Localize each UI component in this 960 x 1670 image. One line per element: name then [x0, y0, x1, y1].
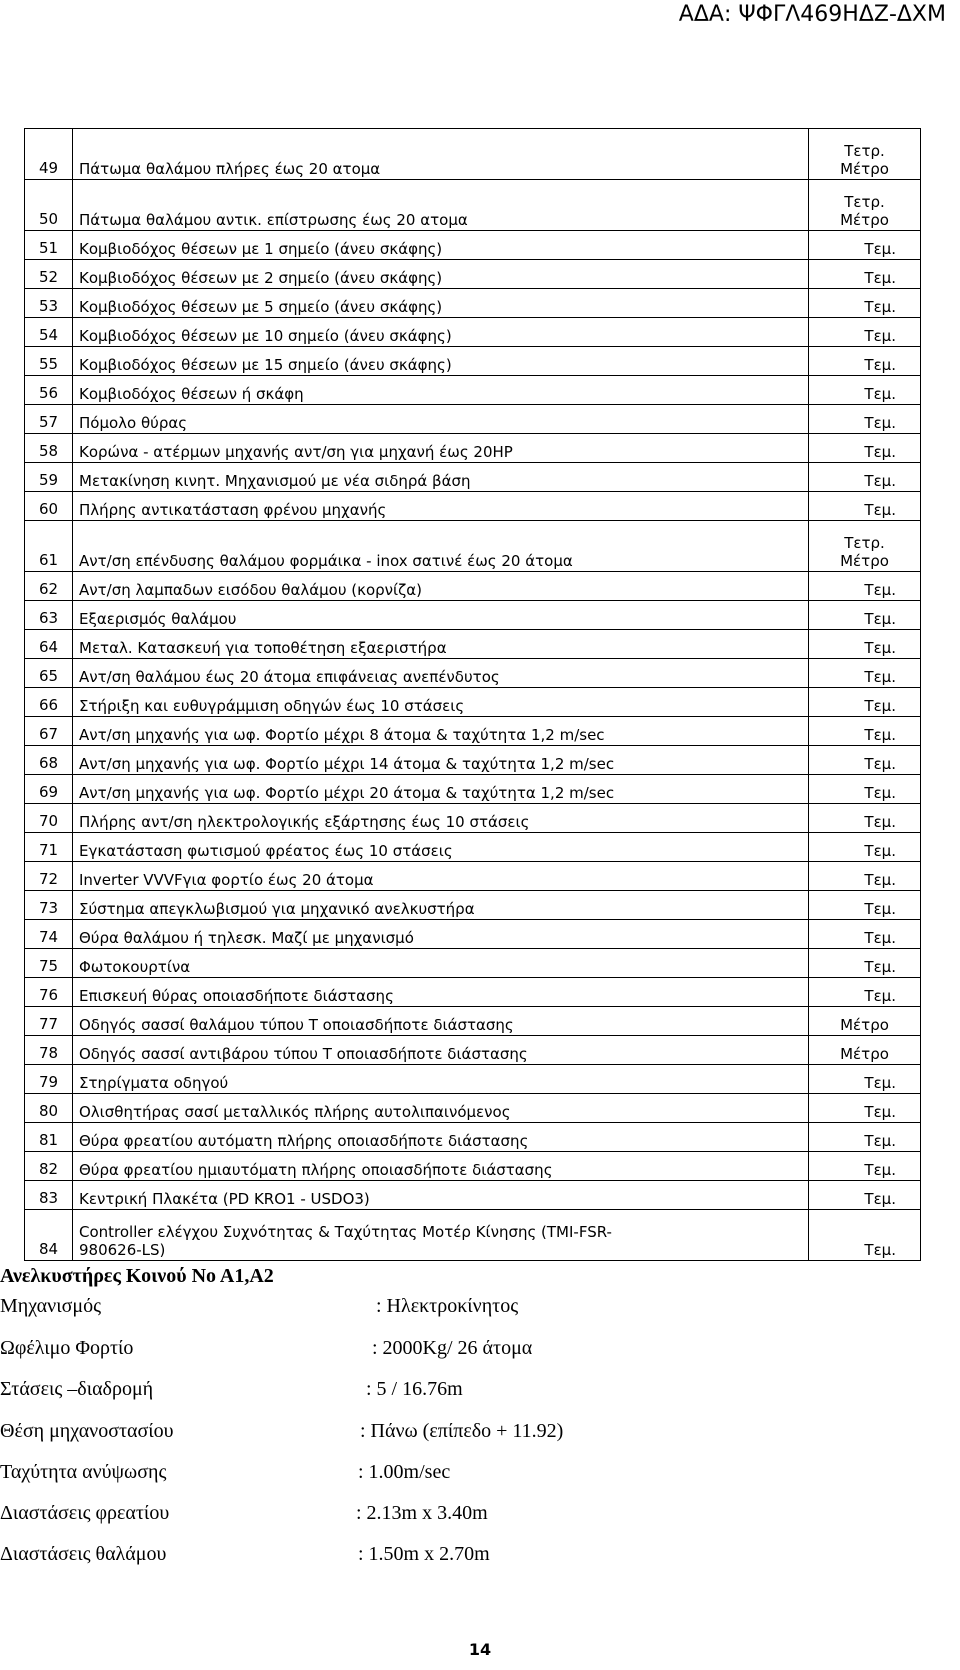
- table-row: [25, 833, 921, 862]
- spec-value-car-dimensions: : 1.50m x 2.70m: [358, 1543, 490, 1565]
- item-number: 75: [25, 949, 73, 978]
- item-description: Αντ/ση μηχανής για ωφ. Φορτίο μέχρι 8 άτομα & ταχύτητα 1,2 m/sec: [73, 717, 809, 746]
- spec-label-speed: Ταχύτητα ανύψωσης: [0, 1461, 167, 1483]
- item-number: 54: [25, 318, 73, 347]
- item-description: Στήριξη και ευθυγράμμιση οδηγών έως 10 στάσεις: [73, 688, 809, 717]
- item-unit: Τεμ.: [809, 688, 921, 717]
- item-unit: Τεμ.: [809, 376, 921, 405]
- table-row: [25, 1007, 921, 1036]
- item-number: 58: [25, 434, 73, 463]
- item-number: 62: [25, 572, 73, 601]
- item-description: Θύρα φρεατίου ημιαυτόματη πλήρης οποιασδήποτε διάστασης: [73, 1152, 809, 1181]
- item-description: Κομβιοδόχος θέσεων με 10 σημείο (άνευ σκάφης): [73, 318, 809, 347]
- table-row: [25, 862, 921, 891]
- table-row: [25, 318, 921, 347]
- spec-value-shaft-dimensions: : 2.13m x 3.40m: [356, 1502, 488, 1524]
- item-description: Οδηγός σασσί θαλάμου τύπου Τ οποιασδήποτε διάστασης: [73, 1007, 809, 1036]
- table-row: [25, 688, 921, 717]
- item-unit: Τεμ.: [809, 463, 921, 492]
- item-unit: Μέτρο: [809, 1036, 921, 1065]
- item-unit: Τεμ.: [809, 1152, 921, 1181]
- item-unit: Τεμ.: [809, 1210, 921, 1261]
- item-description: Επισκευή θύρας οποιασδήποτε διάστασης: [73, 978, 809, 1007]
- item-description: Αντ/ση μηχανής για ωφ. Φορτίο μέχρι 14 άτομα & ταχύτητα 1,2 m/sec: [73, 746, 809, 775]
- table-row: [25, 920, 921, 949]
- item-description: Κεντρική Πλακέτα (PD KRO1 - USDO3): [73, 1181, 809, 1210]
- item-unit: Τεμ.: [809, 949, 921, 978]
- table-row: [25, 659, 921, 688]
- item-unit: Τεμ.: [809, 717, 921, 746]
- item-number: 61: [25, 521, 73, 572]
- item-number: 72: [25, 862, 73, 891]
- item-number: 81: [25, 1123, 73, 1152]
- table-row: [25, 717, 921, 746]
- item-number: 74: [25, 920, 73, 949]
- unit-line: Τετρ.: [844, 193, 885, 211]
- item-description: Inverter VVVFγια φορτίο έως 20 άτομα: [73, 862, 809, 891]
- table-row: [25, 521, 921, 572]
- item-unit: Τεμ.: [809, 434, 921, 463]
- item-number: 77: [25, 1007, 73, 1036]
- spec-value-machine-room: : Πάνω (επίπεδο + 11.92): [360, 1420, 564, 1442]
- item-description: Στηρίγματα οδηγού: [73, 1065, 809, 1094]
- item-description: Κομβιοδόχος θέσεων με 2 σημείο (άνευ σκάφης): [73, 260, 809, 289]
- table-row: [25, 949, 921, 978]
- item-description: Εξαερισμός θαλάμου: [73, 601, 809, 630]
- table-row: [25, 1123, 921, 1152]
- item-unit: Τεμ.: [809, 1181, 921, 1210]
- table-row: [25, 775, 921, 804]
- item-unit: Τεμ.: [809, 572, 921, 601]
- item-unit: Τεμ.: [809, 289, 921, 318]
- item-description: Σύστημα απεγκλωβισμού για μηχανικό ανελκυστήρα: [73, 891, 809, 920]
- item-number: 69: [25, 775, 73, 804]
- spec-value-load: : 2000Kg/ 26 άτομα: [372, 1337, 533, 1359]
- item-description: Κομβιοδόχος θέσεων με 15 σημείο (άνευ σκάφης): [73, 347, 809, 376]
- spec-value-speed: : 1.00m/sec: [358, 1461, 451, 1483]
- spec-label-stops: Στάσεις –διαδρομή: [0, 1378, 154, 1400]
- table-row: [25, 746, 921, 775]
- item-unit: Τεμ.: [809, 231, 921, 260]
- item-number: 55: [25, 347, 73, 376]
- spec-label-machine-room: Θέση μηχανοστασίου: [0, 1420, 174, 1442]
- item-description: Κομβιοδόχος θέσεων με 5 σημείο (άνευ σκάφης): [73, 289, 809, 318]
- item-description: Οδηγός σασσί αντιβάρου τύπου Τ οποιασδήποτε διάστασης: [73, 1036, 809, 1065]
- item-number: 51: [25, 231, 73, 260]
- item-unit: Τεμ.: [809, 833, 921, 862]
- table-row: [25, 1065, 921, 1094]
- table-row: [25, 376, 921, 405]
- item-description: Κομβιοδόχος θέσεων ή σκάφη: [73, 376, 809, 405]
- description-line: 980626-LS): [79, 1241, 166, 1259]
- item-unit: Τεμ.: [809, 978, 921, 1007]
- table-row: [25, 492, 921, 521]
- table-row: [25, 891, 921, 920]
- item-unit: [809, 521, 921, 572]
- item-unit: [809, 180, 921, 231]
- item-number: 73: [25, 891, 73, 920]
- table-row: [25, 804, 921, 833]
- item-description: Αντ/ση θαλάμου έως 20 άτομα επιφάνειας ανεπένδυτος: [73, 659, 809, 688]
- table-row: [25, 463, 921, 492]
- spec-label-mechanism: Μηχανισμός: [0, 1295, 102, 1317]
- item-description: Πλήρης αντικατάσταση φρένου μηχανής: [73, 492, 809, 521]
- table-row: [25, 1036, 921, 1065]
- item-number: 63: [25, 601, 73, 630]
- item-unit: Τεμ.: [809, 601, 921, 630]
- item-number: 66: [25, 688, 73, 717]
- item-number: 60: [25, 492, 73, 521]
- item-number: 49: [25, 129, 73, 180]
- item-number: 53: [25, 289, 73, 318]
- item-unit: Τεμ.: [809, 775, 921, 804]
- table-row: [25, 405, 921, 434]
- item-description: Ολισθητήρας σασί μεταλλικός πλήρης αυτολιπαινόμενος: [73, 1094, 809, 1123]
- unit-line: Μέτρο: [840, 160, 889, 178]
- item-unit: Τεμ.: [809, 630, 921, 659]
- table-row: [25, 572, 921, 601]
- item-description: Πλήρης αντ/ση ηλεκτρολογικής εξάρτησης έως 10 στάσεις: [73, 804, 809, 833]
- item-description: Εγκατάσταση φωτισμού φρέατος έως 10 στάσεις: [73, 833, 809, 862]
- item-number: 52: [25, 260, 73, 289]
- item-description: Φωτοκουρτίνα: [73, 949, 809, 978]
- item-description: Κορώνα - ατέρμων μηχανής αντ/ση για μηχανή έως 20ΗΡ: [73, 434, 809, 463]
- item-unit: Τεμ.: [809, 318, 921, 347]
- item-description: Πάτωμα θαλάμου αντικ. επίστρωσης έως 20 ατομα: [73, 180, 809, 231]
- unit-line: Μέτρο: [840, 552, 889, 570]
- page-number: 14: [468, 1640, 492, 1659]
- table-row: [25, 601, 921, 630]
- item-unit: [809, 129, 921, 180]
- item-number: 59: [25, 463, 73, 492]
- item-number: 70: [25, 804, 73, 833]
- item-unit: Τεμ.: [809, 891, 921, 920]
- item-description: [73, 1210, 809, 1261]
- item-description: Κομβιοδόχος θέσεων με 1 σημείο (άνευ σκάφης): [73, 231, 809, 260]
- table-row: [25, 129, 921, 180]
- specs-title: Ανελκυστήρες Κοινού Νο Α1,Α2: [0, 1265, 274, 1287]
- spec-label-load: Ωφέλιμο Φορτίο: [0, 1337, 134, 1359]
- table-row: [25, 1152, 921, 1181]
- item-number: 67: [25, 717, 73, 746]
- spec-value-mechanism: : Ηλεκτροκίνητος: [376, 1295, 519, 1317]
- table-row: [25, 289, 921, 318]
- item-number: 79: [25, 1065, 73, 1094]
- table-row: [25, 1210, 921, 1261]
- item-number: 65: [25, 659, 73, 688]
- item-number: 64: [25, 630, 73, 659]
- spec-label-car-dimensions: Διαστάσεις θαλάμου: [0, 1543, 167, 1565]
- item-description: Πάτωμα θαλάμου πλήρες έως 20 ατομα: [73, 129, 809, 180]
- spec-value-stops: : 5 / 16.76m: [366, 1378, 463, 1400]
- unit-line: Τετρ.: [844, 534, 885, 552]
- table-row: [25, 1181, 921, 1210]
- table-row: [25, 180, 921, 231]
- table-row: [25, 978, 921, 1007]
- item-unit: Τεμ.: [809, 659, 921, 688]
- item-number: 57: [25, 405, 73, 434]
- item-description: Αντ/ση λαμπαδων εισόδου θαλάμου (κορνίζα): [73, 572, 809, 601]
- item-unit: Τεμ.: [809, 1065, 921, 1094]
- item-number: 71: [25, 833, 73, 862]
- table-row: [25, 434, 921, 463]
- unit-line: Τετρ.: [844, 142, 885, 160]
- item-unit: Τεμ.: [809, 1123, 921, 1152]
- item-number: 56: [25, 376, 73, 405]
- table-row: [25, 231, 921, 260]
- ada-header: ΑΔΑ: ΨΦΓΛ469ΗΔΖ-ΔΧΜ: [678, 2, 946, 27]
- unit-line: Μέτρο: [840, 211, 889, 229]
- table-row: [25, 1094, 921, 1123]
- item-unit: Τεμ.: [809, 920, 921, 949]
- item-number: 84: [25, 1210, 73, 1261]
- item-number: 68: [25, 746, 73, 775]
- item-unit: Τεμ.: [809, 347, 921, 376]
- item-number: 83: [25, 1181, 73, 1210]
- item-number: 78: [25, 1036, 73, 1065]
- spec-label-shaft-dimensions: Διαστάσεις φρεατίου: [0, 1502, 170, 1524]
- item-unit: Τεμ.: [809, 804, 921, 833]
- item-number: 50: [25, 180, 73, 231]
- item-description: Μετακίνηση κινητ. Μηχανισμού με νέα σιδηρά βάση: [73, 463, 809, 492]
- item-description: Αντ/ση μηχανής για ωφ. Φορτίο μέχρι 20 άτομα & ταχύτητα 1,2 m/sec: [73, 775, 809, 804]
- table-row: [25, 260, 921, 289]
- item-unit: Τεμ.: [809, 260, 921, 289]
- item-unit: Τεμ.: [809, 1094, 921, 1123]
- item-number: 76: [25, 978, 73, 1007]
- price-list-table: [24, 128, 921, 1261]
- item-description: Πόμολο θύρας: [73, 405, 809, 434]
- item-description: Αντ/ση επένδυσης θαλάμου φορμάικα - inox σατινέ έως 20 άτομα: [73, 521, 809, 572]
- table-row: [25, 630, 921, 659]
- item-unit: Τεμ.: [809, 862, 921, 891]
- item-number: 82: [25, 1152, 73, 1181]
- item-number: 80: [25, 1094, 73, 1123]
- item-unit: Τεμ.: [809, 746, 921, 775]
- item-description: Μεταλ. Κατασκευή για τοποθέτηση εξαεριστήρα: [73, 630, 809, 659]
- table-row: [25, 347, 921, 376]
- item-description: Θύρα φρεατίου αυτόματη πλήρης οποιασδήποτε διάστασης: [73, 1123, 809, 1152]
- description-line: Controller ελέγχου Συχνότητας & Ταχύτητας Μοτέρ Κίνησης (TMI-FSR-: [79, 1223, 612, 1241]
- item-unit: Τεμ.: [809, 492, 921, 521]
- item-unit: Μέτρο: [809, 1007, 921, 1036]
- item-unit: Τεμ.: [809, 405, 921, 434]
- item-description: Θύρα θαλάμου ή τηλεσκ. Μαζί με μηχανισμό: [73, 920, 809, 949]
